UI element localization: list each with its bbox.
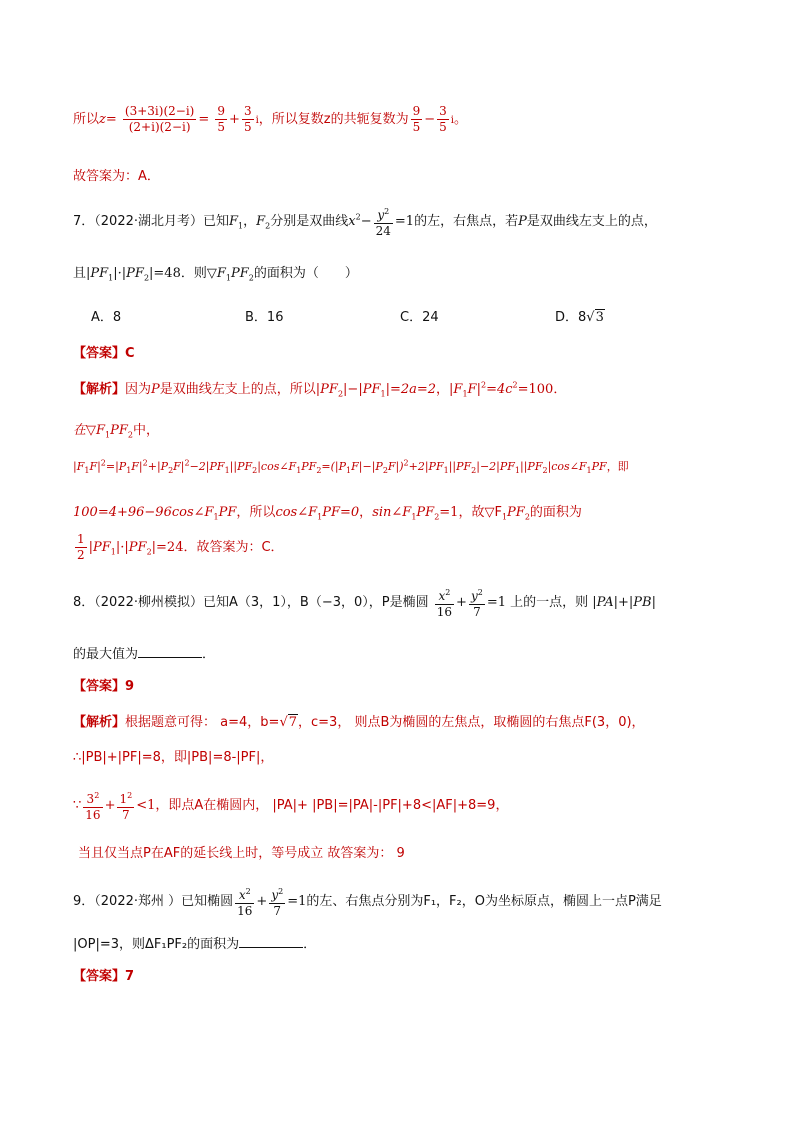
- q8-explanation-line2: ∴|PB|+|PF|=8，即|PB|=8-|PF|，: [73, 750, 274, 765]
- q8-explanation-line1: 【解析】根据题意可得： a=4，b=√7，c=3， 则点B为椭圆的左焦点，取椭圆的右焦点F(3，0)，: [73, 715, 645, 730]
- q8-ellipse-x-fraction: $\frac{x^2}{16}$: [435, 585, 454, 620]
- q8-explanation-line4: 当且仅当点P在AF的延长线上时，等号成立 故答案为： 9: [78, 846, 405, 861]
- q7-explanation-line2: 在$▽F_1PF_2$中，: [73, 423, 160, 440]
- q7-question-line2: 且$|PF_1|\cdot|PF_2|=48$．则$▽F_1PF_2$的面积为（ ）: [73, 266, 358, 283]
- q6-conjugate-line: 所以z= $\frac{(3+3i)(2-i)}{(2+i)(2-i)}$ = $\frac{9}{5}$ + $\frac{3}{5}$ i，所以复数z的共轭复数为 $\frac{9}{5}$ − $\frac{3}{5}$ i。: [73, 104, 468, 134]
- q7-explanation-line5: $\frac{1}{2}$ $|PF_1|\cdot|PF_2|=24$．故答案为：C．: [77, 532, 284, 562]
- q7-question-line1: 7．（2022·湖北月考）已知$F_1$，$F_2$分别是双曲线$x^2-$ $\frac{y^2}{24}$ =1的左，右焦点，若P是双曲线左支上的点，: [73, 204, 657, 239]
- q8-frac-3-16: $\frac{3^2}{16}$: [83, 788, 102, 823]
- q8-question-line2: 的最大值为 ．: [73, 647, 216, 662]
- q9-answer-blank: [239, 935, 303, 948]
- q7-explanation-line3: $|F_1F|^2=|P_1F|^2+|P_2F|^2-2|PF_1||PF_2|\cos\angle F_1PF_2=(|P_1F|-|P_2F|)^2+2|PF_1||PF_2|-2|PF_1||PF_2|\cos\angle F_1PF$，即: [73, 458, 629, 476]
- q6-frac-c: $\frac{9}{5}$: [412, 104, 421, 134]
- q8-ellipse-y-fraction: $\frac{y^2}{7}$: [469, 585, 485, 620]
- q7-option-a: A．8: [91, 310, 122, 325]
- q6-answer: 故答案为：A．: [73, 169, 160, 184]
- q6-main-fraction: $\frac{(3+3i)(2-i)}{(2+i)(2-i)}$: [124, 104, 195, 134]
- q8-explanation-line3: ∵ $\frac{3^2}{16}$ + $\frac{1^2}{7}$ <1，即点A在椭圆内， |PA|+ |PB|=|PA|-|PF|+8<|AF|+8=9，: [73, 788, 508, 823]
- q9-question-line1: 9．（2022·郑州 ）已知椭圆 $\frac{x^2}{16}$ + $\frac{y^2}{7}$ =1的左、右焦点分别为F₁，F₂，O为坐标原点，椭圆上一点P满足: [73, 884, 662, 919]
- q7-hyperbola-fraction: $\frac{y^2}{24}$: [374, 204, 393, 239]
- q7-option-c: C．24: [400, 310, 439, 325]
- q7-option-d: D．8√3: [555, 310, 604, 325]
- q9-ellipse-x-fraction: $\frac{x^2}{16}$: [235, 884, 254, 919]
- q6-frac-a: $\frac{9}{5}$: [217, 104, 226, 134]
- q9-answer: 【答案】7: [73, 969, 135, 984]
- q8-answer-blank: [138, 645, 202, 658]
- q6-frac-d: $\frac{3}{5}$: [439, 104, 447, 134]
- q7-explanation-line1: 【解析】因为P是双曲线左支上的点，所以$|PF_2|-|PF_1|=2a=2$，$|F_1F|^2=4c^2=100$．: [73, 380, 567, 399]
- q7-half-fraction: $\frac{1}{2}$: [77, 532, 85, 562]
- q9-ellipse-y-fraction: $\frac{y^2}{7}$: [269, 884, 285, 919]
- q9-question-line2: |OP|=3，则ΔF₁PF₂的面积为 ．: [73, 937, 317, 952]
- q7-answer: 【答案】C: [73, 346, 135, 361]
- q6-frac-b: $\frac{3}{5}$: [243, 104, 252, 134]
- q8-frac-1-7: $\frac{1^2}{7}$: [117, 788, 134, 823]
- q7-explanation-line4: $100=4+96-96\cos\angle F_1PF$，所以$\cos\angle F_1PF=0$，$\sin\angle F_1PF_2=1$，故$▽F_1PF_2$的面积为: [73, 505, 582, 522]
- q7-option-b: B．16: [245, 310, 284, 325]
- q8-answer: 【答案】9: [73, 679, 135, 694]
- q8-question-line1: 8．（2022·柳州模拟）已知A（3，1），B（−3，0），P是椭圆 $\frac{x^2}{16}$ + $\frac{y^2}{7}$ =1 上的一点，则 |PA|+|PB|: [73, 585, 656, 620]
